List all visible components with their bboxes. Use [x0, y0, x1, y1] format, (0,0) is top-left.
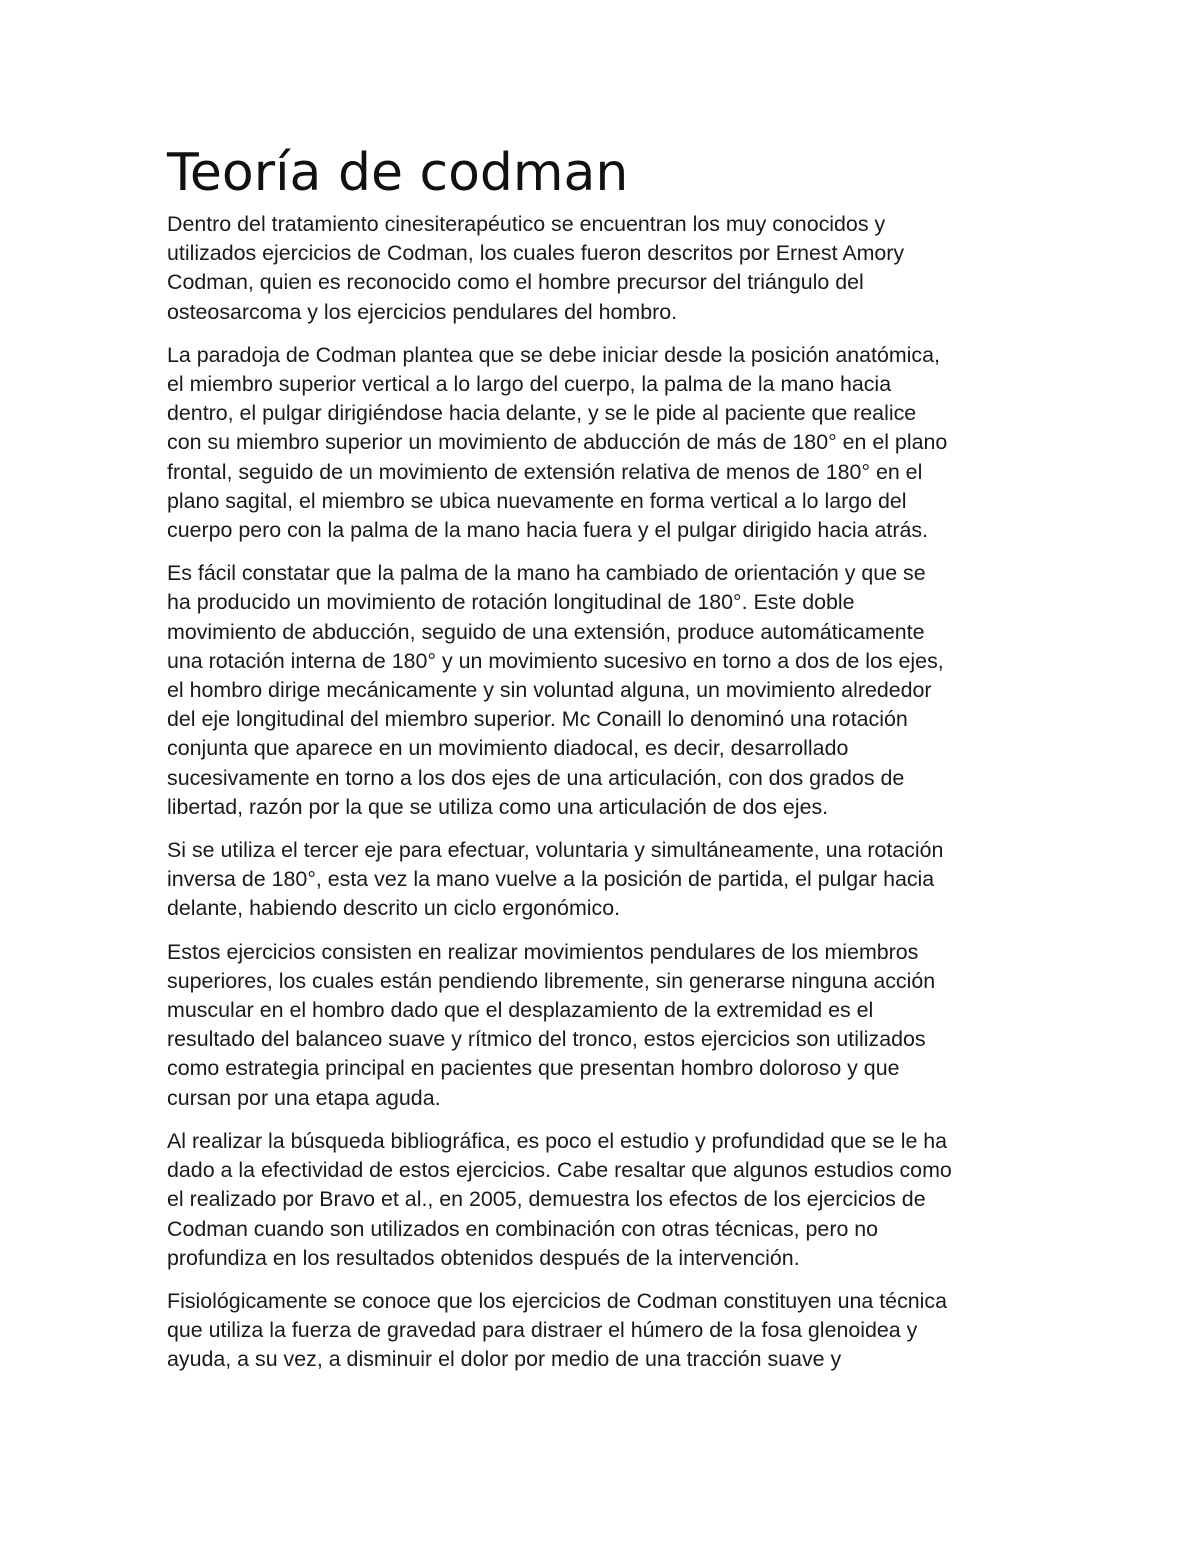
text-line: como estrategia principal en pacientes que presentan hombro doloroso y que — [167, 1056, 900, 1081]
text-line: resultado del balanceo suave y rítmico del tronco, estos ejercicios son utilizados — [167, 1027, 926, 1052]
paragraph — [167, 559, 1047, 822]
document-page — [167, 136, 1047, 1389]
text-line: Es fácil constatar que la palma de la mano ha cambiado de orientación y que se — [167, 561, 926, 586]
text-line: Estos ejercicios consisten en realizar movimientos pendulares de los miembros — [167, 939, 919, 964]
text-line: con su miembro superior un movimiento de abducción de más de 180° en el plano — [167, 430, 948, 455]
text-line: movimiento de abducción, seguido de una extensión, produce automáticamente — [167, 619, 925, 644]
text-line: utilizados ejercicios de Codman, los cuales fueron descritos por Ernest Amory — [167, 241, 905, 266]
text-line: Fisiológicamente se conoce que los ejercicios de Codman constituyen una técnica — [167, 1288, 948, 1313]
text-line: La paradoja de Codman plantea que se debe iniciar desde la posición anatómica, — [167, 342, 940, 367]
text-line: el miembro superior vertical a lo largo del cuerpo, la palma de la mano hacia — [167, 372, 892, 397]
text-line: dentro, el pulgar dirigiéndose hacia delante, y se le pide al paciente que realice — [167, 401, 917, 426]
paragraph — [167, 1127, 1047, 1273]
text-line: delante, habiendo descrito un ciclo ergonómico. — [167, 896, 621, 921]
text-line: conjunta que aparece en un movimiento diadocal, es decir, desarrollado — [167, 736, 849, 761]
text-line: sucesivamente en torno a los dos ejes de una articulación, con dos grados de — [167, 765, 905, 790]
paragraph — [167, 836, 1047, 924]
paragraph — [167, 341, 1047, 545]
text-line: plano sagital, el miembro se ubica nuevamente en forma vertical a lo largo del — [167, 488, 907, 513]
text-line: inversa de 180°, esta vez la mano vuelve a la posición de partida, el pulgar hacia — [167, 867, 935, 892]
text-line: Al realizar la búsqueda bibliográfica, es poco el estudio y profundidad que se le ha — [167, 1128, 948, 1153]
document-title: Teoría de codman — [167, 143, 629, 203]
text-line: que utiliza la fuerza de gravedad para distraer el húmero de la fosa glenoidea y — [167, 1318, 918, 1343]
text-line: Codman cuando son utilizados en combinación con otras técnicas, pero no — [167, 1216, 879, 1241]
text-line: libertad, razón por la que se utiliza como una articulación de dos ejes. — [167, 794, 829, 819]
text-line: muscular en el hombro dado que el desplazamiento de la extremidad es el — [167, 998, 874, 1023]
text-line: el hombro dirige mecánicamente y sin voluntad alguna, un movimiento alrededor — [167, 678, 932, 703]
text-line: Codman, quien es reconocido como el hombre precursor del triángulo del — [167, 270, 864, 295]
paragraph — [167, 1287, 1047, 1375]
paragraph — [167, 938, 1047, 1113]
text-line: ha producido un movimiento de rotación longitudinal de 180°. Este doble — [167, 590, 855, 615]
text-line: Si se utiliza el tercer eje para efectuar, voluntaria y simultáneamente, una rotación — [167, 838, 944, 863]
text-line: una rotación interna de 180° y un movimiento sucesivo en torno a dos de los ejes, — [167, 648, 944, 673]
text-line: dado a la efectividad de estos ejercicios. Cabe resaltar que algunos estudios como — [167, 1158, 952, 1183]
text-line: ayuda, a su vez, a disminuir el dolor por medio de una tracción suave y — [167, 1347, 842, 1372]
paragraph — [167, 210, 1047, 327]
text-line: cuerpo pero con la palma de la mano hacia fuera y el pulgar dirigido hacia atrás. — [167, 518, 929, 543]
document-body — [167, 210, 1047, 1375]
text-line: osteosarcoma y los ejercicios pendulares del hombro. — [167, 299, 678, 324]
text-line: superiores, los cuales están pendiendo libremente, sin generarse ninguna acción — [167, 968, 936, 993]
text-line: profundiza en los resultados obtenidos después de la intervención. — [167, 1245, 800, 1270]
text-line: cursan por una etapa aguda. — [167, 1085, 441, 1110]
text-line: Dentro del tratamiento cinesiterapéutico se encuentran los muy conocidos y — [167, 212, 886, 236]
text-line: el realizado por Bravo et al., en 2005, demuestra los efectos de los ejercicios de — [167, 1187, 926, 1212]
text-line: frontal, seguido de un movimiento de extensión relativa de menos de 180° en el — [167, 459, 923, 484]
text-line: del eje longitudinal del miembro superior. Mc Conaill lo denominó una rotación — [167, 707, 908, 732]
